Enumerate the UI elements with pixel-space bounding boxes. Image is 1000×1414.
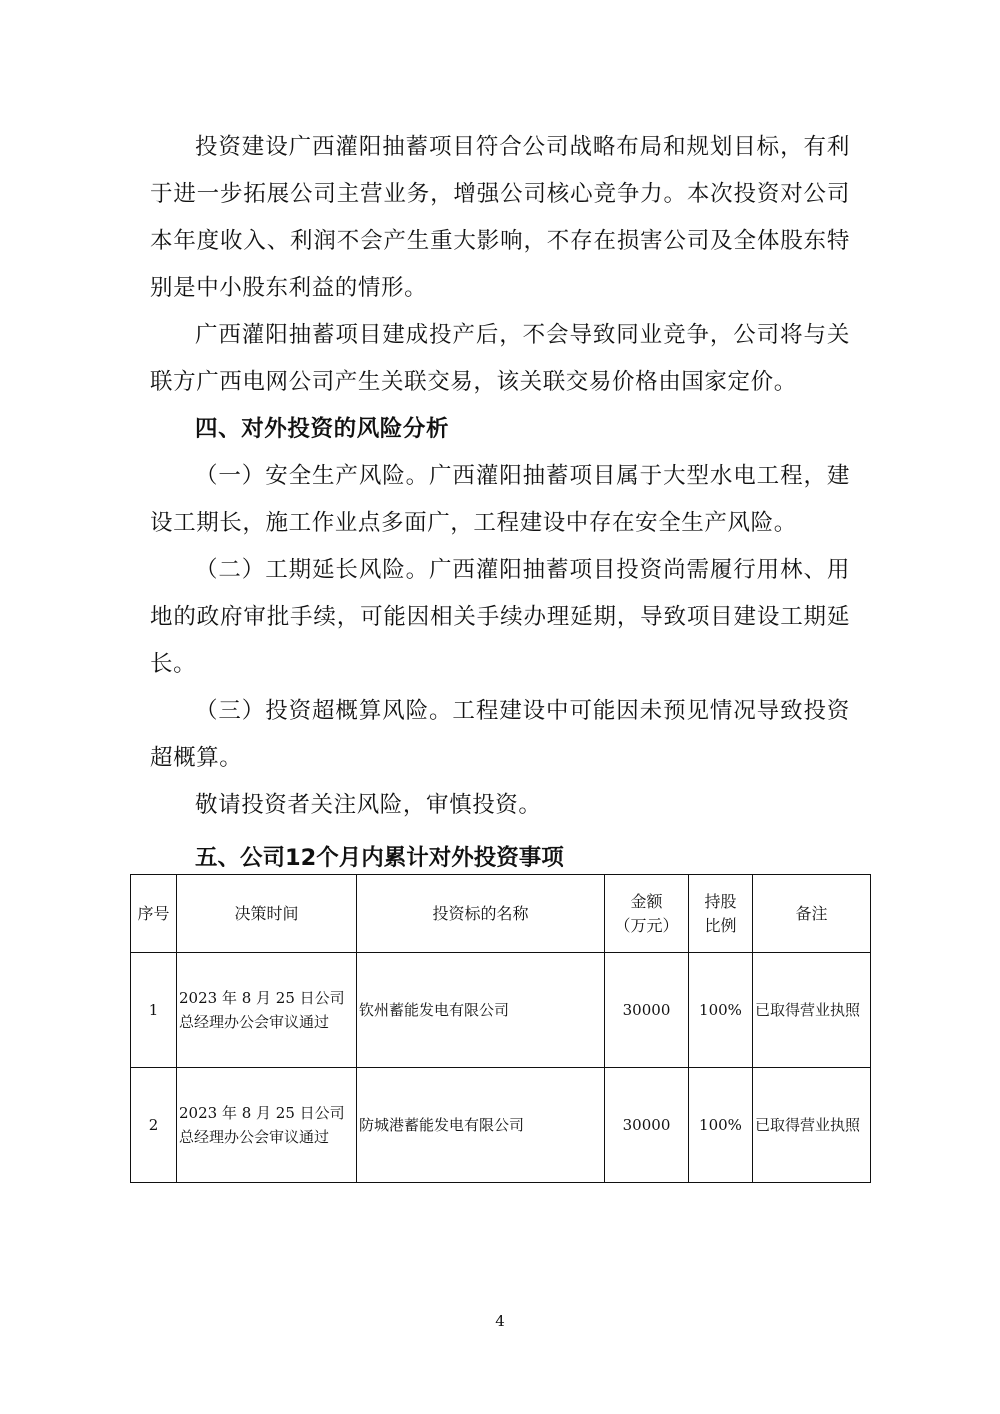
cell-name: 防城港蓄能发电有限公司 xyxy=(357,1068,605,1183)
paragraph-related-transaction: 广西灌阳抽蓄项目建成投产后，不会导致同业竞争，公司将与关联方广西电网公司产生关联交易，该关联交易价格由国家定价。 xyxy=(150,322,850,395)
paragraph-risk-safety: （一）安全生产风险。广西灌阳抽蓄项目属于大型水电工程，建设工期长，施工作业点多面广，工程建设中存在安全生产风险。 xyxy=(150,463,850,536)
header-share-line2: 比例 xyxy=(704,915,737,935)
paragraph-risk-budget: （三）投资超概算风险。工程建设中可能因未预见情况导致投资超概算。 xyxy=(150,698,850,771)
cell-date: 2023 年 8 月 25 日公司总经理办公会审议通过 xyxy=(177,953,357,1068)
header-amount-line2: （万元） xyxy=(614,915,679,935)
header-seq: 序号 xyxy=(131,875,177,953)
cell-share: 100% xyxy=(689,953,753,1068)
header-date: 决策时间 xyxy=(177,875,357,953)
cell-seq: 1 xyxy=(131,953,177,1068)
header-amount xyxy=(605,875,689,953)
section-heading-risk: 四、对外投资的风险分析 xyxy=(195,416,450,442)
cell-amount: 30000 xyxy=(605,1068,689,1183)
header-note: 备注 xyxy=(753,875,871,953)
header-amount-line1: 金额 xyxy=(630,891,663,911)
paragraph-risk-delay: （二）工期延长风险。广西灌阳抽蓄项目投资尚需履行用林、用地的政府审批手续，可能因相关手续办理延期，导致项目建设工期延长。 xyxy=(150,557,850,677)
table-row xyxy=(131,953,871,1068)
table-row xyxy=(131,1068,871,1183)
page-number: 4 xyxy=(495,1312,505,1330)
paragraph-closing: 敬请投资者关注风险，审慎投资。 xyxy=(195,792,542,818)
header-share xyxy=(689,875,753,953)
cell-date: 2023 年 8 月 25 日公司总经理办公会审议通过 xyxy=(177,1068,357,1183)
section-heading-investments: 五、公司12个月内累计对外投资事项 xyxy=(195,845,564,871)
header-name: 投资标的名称 xyxy=(357,875,605,953)
investment-table xyxy=(130,874,871,1183)
cell-share: 100% xyxy=(689,1068,753,1183)
header-share-line1: 持股 xyxy=(704,891,737,911)
table-header-row xyxy=(131,875,871,953)
cell-note: 已取得营业执照 xyxy=(753,1068,871,1183)
cell-seq: 2 xyxy=(131,1068,177,1183)
cell-note: 已取得营业执照 xyxy=(753,953,871,1068)
body-text xyxy=(150,124,850,829)
cell-name: 钦州蓄能发电有限公司 xyxy=(357,953,605,1068)
paragraph-investment-impact: 投资建设广西灌阳抽蓄项目符合公司战略布局和规划目标，有利于进一步拓展公司主营业务，增强公司核心竞争力。本次投资对公司本年度收入、利润不会产生重大影响，不存在损害公司及全体股东特别是中小股东利益的情形。 xyxy=(150,134,850,301)
cell-amount: 30000 xyxy=(605,953,689,1068)
